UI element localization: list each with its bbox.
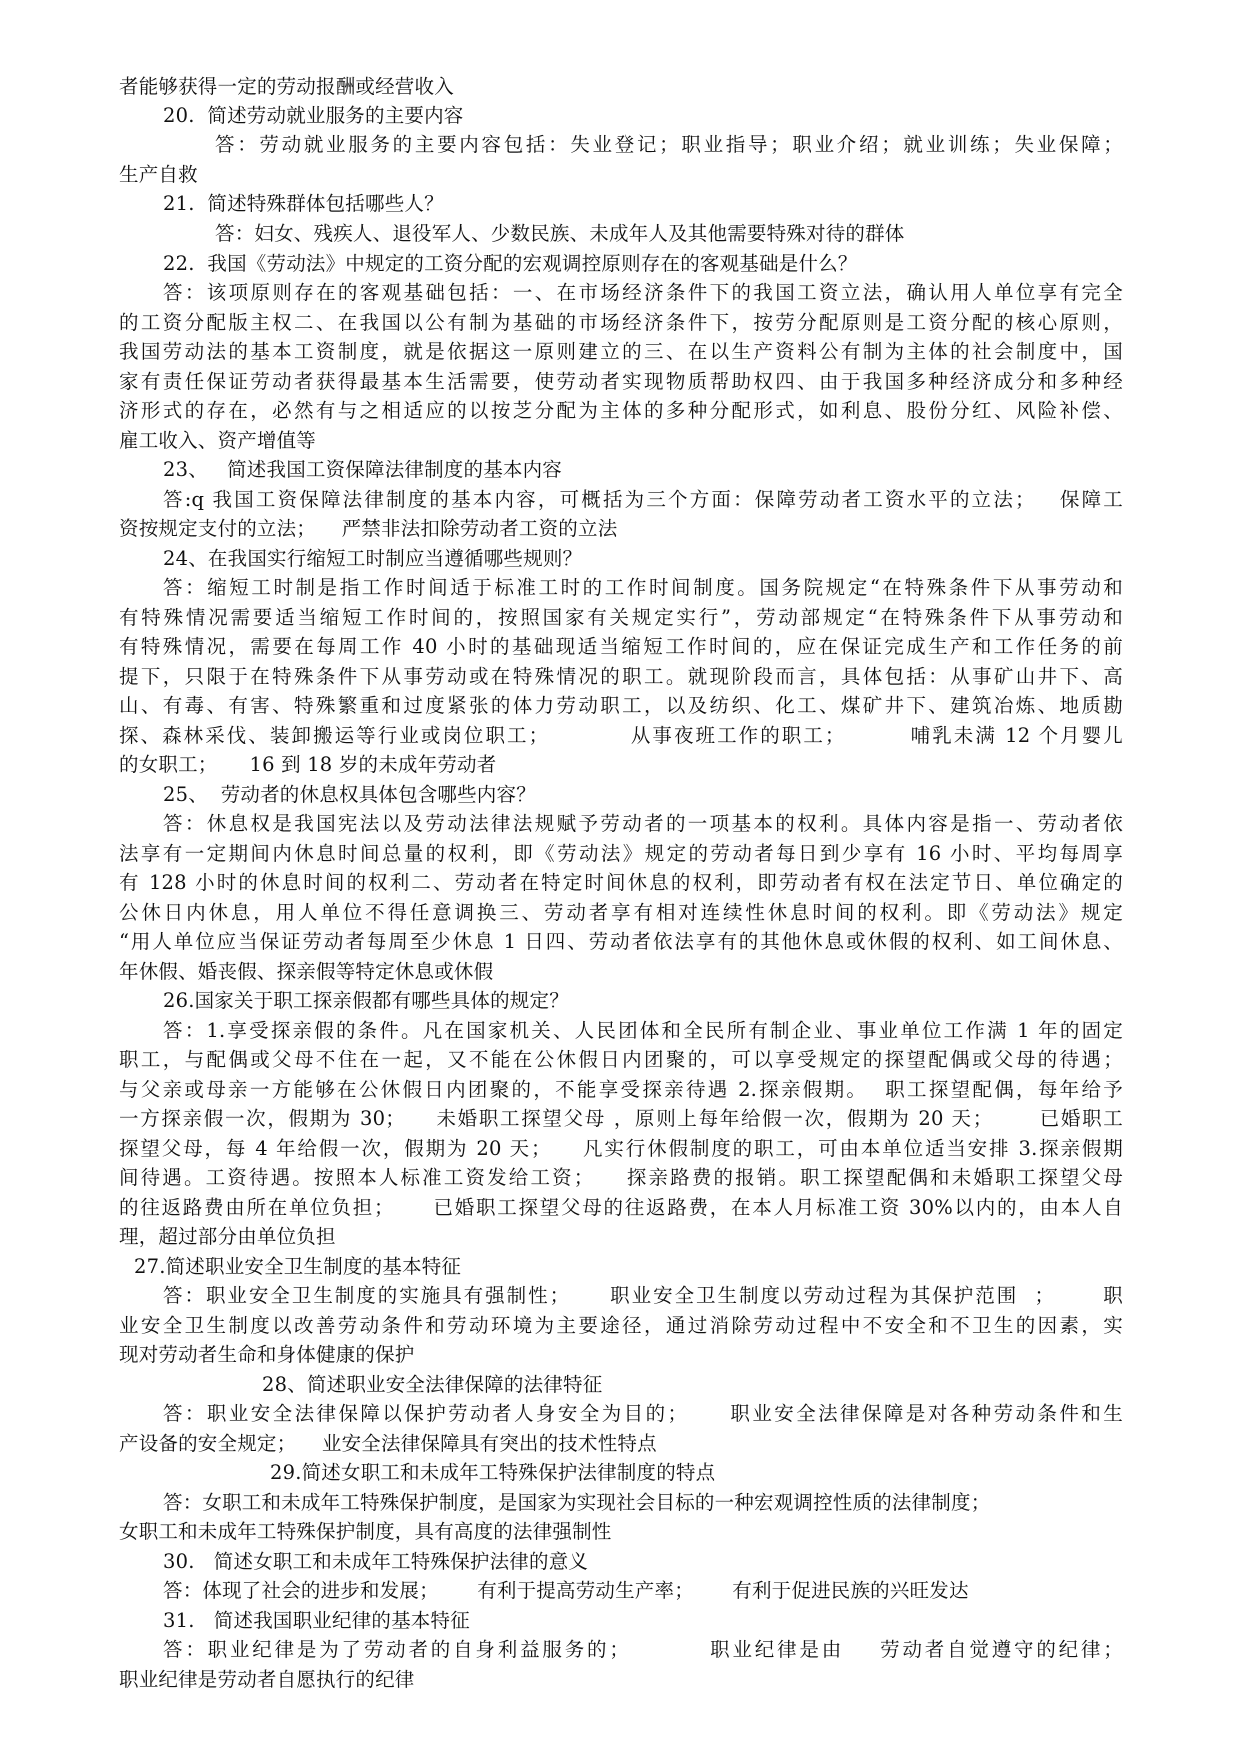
question-heading: 22. 我国《劳动法》中规定的工资分配的宏观调控原则存在的客观基础是什么？ (163, 252, 858, 275)
question-heading: 24、在我国实行缩短工时制应当遵循哪些规则？ (163, 547, 583, 570)
answer-line: 探望父母，每 4 年给假一次，假期为 20 天； 凡实行休假制度的职工，可由本单位适当安排 3.探亲假期 (119, 1137, 1123, 1160)
answer-line: 有特殊情况需要适当缩短工作时间的，按照国家有关规定实行”，劳动部规定“在特殊条件下从事劳动和 (119, 606, 1123, 629)
question-heading: 28、简述职业安全法律保障的法律特征 (262, 1373, 603, 1396)
answer-line: 答：妇女、残疾人、退役军人、少数民族、未成年人及其他需要特殊对待的群体 (215, 222, 905, 245)
answer-line: 答：休息权是我国宪法以及劳动法律法规赋予劳动者的一项基本的权利。具体内容是指一、劳动者依 (163, 812, 1123, 835)
answer-line: 现对劳动者生命和身体健康的保护 (119, 1343, 415, 1366)
answer-line: 山、有毒、有害、特殊繁重和过度紧张的体力劳动职工，以及纺织、化工、煤矿井下、建筑冶炼、地质勘 (119, 694, 1123, 717)
question-heading: 23、 简述我国工资保障法律制度的基本内容 (163, 458, 563, 481)
answer-line: 与父亲或母亲一方能够在公休假日内团聚的，不能享受探亲待遇 2.探亲假期。 职工探望配偶，每年给予 (119, 1078, 1123, 1101)
answer-line: 生产自救 (119, 163, 198, 186)
answer-line: 理，超过部分由单位负担 (119, 1225, 336, 1248)
answer-line: 间待遇。工资待遇。按照本人标准工资发给工资； 探亲路费的报销。职工探望配偶和未婚职工探望父母 (119, 1166, 1123, 1189)
answer-line: 的工资分配版主权二、在我国以公有制为基础的市场经济条件下，按劳分配原则是工资分配的核心原则， (119, 311, 1123, 334)
text-line: 者能够获得一定的劳动报酬或经营收入 (119, 75, 454, 98)
answer-line: 一方探亲假一次，假期为 30； 未婚职工探望父母 ，原则上每年给假一次，假期为 20 天； 已婚职工 (119, 1107, 1123, 1130)
answer-line: 职业纪律是劳动者自愿执行的纪律 (119, 1668, 415, 1691)
question-heading: 29.简述女职工和未成年工特殊保护法律制度的特点 (270, 1461, 716, 1484)
answer-line: 有 128 小时的休息时间的权利二、劳动者在特定时间休息的权利，即劳动者有权在法定节日、单位确定的 (119, 871, 1123, 894)
answer-line: 业安全卫生制度以改善劳动条件和劳动环境为主要途径，通过消除劳动过程中不安全和不卫生的因素，实 (119, 1314, 1123, 1337)
question-heading: 20. 简述劳动就业服务的主要内容 (163, 104, 464, 127)
answer-line: 提下，只限于在特殊条件下从事劳动或在特殊情况的职工。就现阶段而言，具体包括：从事矿山井下、高 (119, 665, 1123, 688)
answer-line: 公休日内休息，用人单位不得任意调换三、劳动者享有相对连续性休息时间的权利。即《劳动法》规定 (119, 901, 1123, 924)
answer-line: 答：体现了社会的进步和发展； 有利于提高劳动生产率； 有利于促进民族的兴旺发达 (163, 1579, 969, 1602)
answer-line: 女职工和未成年工特殊保护制度，具有高度的法律强制性 (119, 1520, 612, 1543)
question-heading: 21. 简述特殊群体包括哪些人？ (163, 192, 444, 215)
answer-line: 年休假、婚丧假、探亲假等特定休息或休假 (119, 960, 494, 983)
answer-line: 我国劳动法的基本工资制度，就是依据这一原则建立的三、在以生产资料公有制为主体的社会制度中，国 (119, 340, 1123, 363)
answer-line: 家有责任保证劳动者获得最基本生活需要，使劳动者实现物质帮助权四、由于我国多种经济成分和多种经 (119, 370, 1123, 393)
answer-line: 职工，与配偶或父母不住在一起，又不能在公休假日内团聚的，可以享受规定的探望配偶或父母的待遇； (119, 1048, 1123, 1071)
answer-line: 答：劳动就业服务的主要内容包括：失业登记；职业指导；职业介绍；就业训练；失业保障； (215, 133, 1123, 156)
answer-line: 雇工收入、资产增值等 (119, 429, 317, 452)
answer-line: 答：缩短工时制是指工作时间适于标准工时的工作时间制度。国务院规定“在特殊条件下从事劳动和 (163, 576, 1123, 599)
answer-line: 答：该项原则存在的客观基础包括：一、在市场经济条件下的我国工资立法，确认用人单位享有完全 (163, 281, 1123, 304)
answer-line: 的往返路费由所在单位负担； 已婚职工探望父母的往返路费，在本人月标准工资 30%以内的，由本人自 (119, 1196, 1123, 1219)
answer-line: 答：女职工和未成年工特殊保护制度，是国家为实现社会目标的一种宏观调控性质的法律制度； (163, 1491, 991, 1514)
question-heading: 26.国家关于职工探亲假都有哪些具体的规定？ (163, 989, 569, 1012)
answer-line: 答：职业安全卫生制度的实施具有强制性； 职业安全卫生制度以劳动过程为其保护范围 ； 职 (163, 1284, 1123, 1307)
question-heading: 27.简述职业安全卫生制度的基本特征 (134, 1255, 462, 1278)
answer-line: 济形式的存在，必然有与之相适应的以按芝分配为主体的多种分配形式，如利息、股份分红、风险补偿、 (119, 399, 1123, 422)
question-heading: 25、 劳动者的休息权具体包含哪些内容？ (163, 783, 536, 806)
answer-line: 有特殊情况，需要在每周工作 40 小时的基础现适当缩短工作时间的，应在保证完成生产和工作任务的前 (119, 635, 1123, 658)
answer-line: 答:q 我国工资保障法律制度的基本内容，可概括为三个方面：保障劳动者工资水平的立法； 保障工 (163, 488, 1123, 511)
answer-line: 答：职业安全法律保障以保护劳动者人身安全为目的； 职业安全法律保障是对各种劳动条件和生 (163, 1402, 1123, 1425)
answer-line: 答：1.享受探亲假的条件。凡在国家机关、人民团体和全民所有制企业、事业单位工作满 1 年的固定 (163, 1019, 1123, 1042)
answer-line: 探、森林采伐、装卸搬运等行业或岗位职工； 从事夜班工作的职工； 哺乳未满 12 个月婴儿 (119, 724, 1123, 747)
answer-line: 产设备的安全规定； 业安全法律保障具有突出的技术性特点 (119, 1432, 657, 1455)
question-heading: 30. 简述女职工和未成年工特殊保护法律的意义 (163, 1550, 589, 1573)
answer-line: 的女职工； 16 到 18 岁的未成年劳动者 (119, 753, 497, 776)
question-heading: 31. 简述我国职业纪律的基本特征 (163, 1609, 470, 1632)
answer-line: 答：职业纪律是为了劳动者的自身利益服务的； 职业纪律是由 劳动者自觉遵守的纪律； (163, 1638, 1123, 1661)
answer-line: 资按规定支付的立法； 严禁非法扣除劳动者工资的立法 (119, 517, 618, 540)
answer-line: “用人单位应当保证劳动者每周至少休息 1 日四、劳动者依法享有的其他休息或休假的权利、如工间休息、 (119, 930, 1123, 953)
answer-line: 法享有一定期间内休息时间总量的权利，即《劳动法》规定的劳动者每日到少享有 16 小时、平均每周享 (119, 842, 1123, 865)
